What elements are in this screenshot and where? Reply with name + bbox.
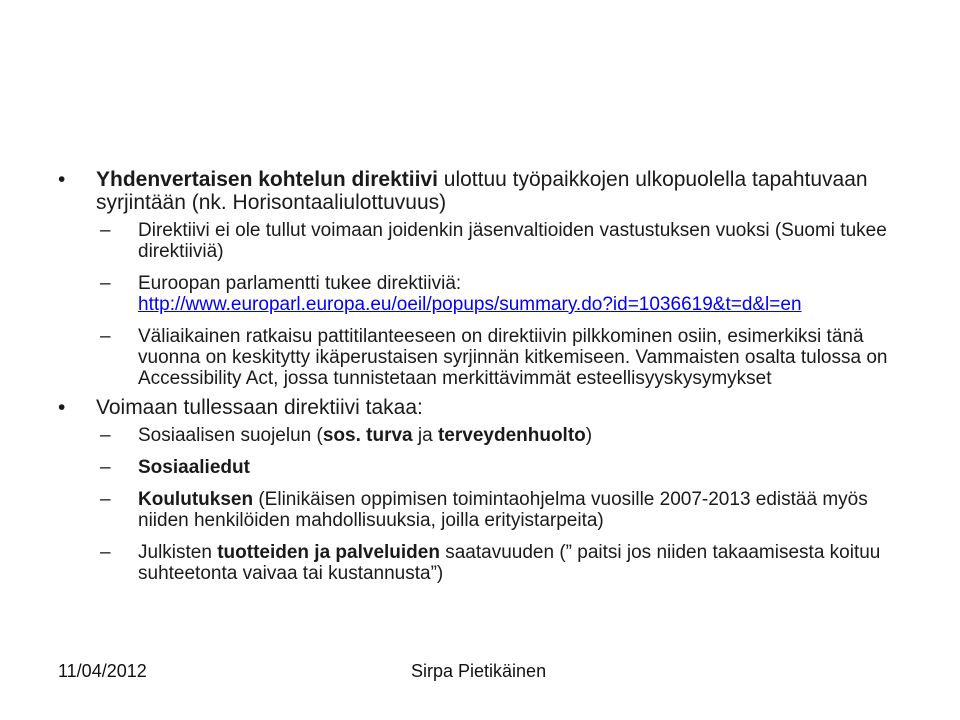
subitem-text: Väliaikainen ratkaisu pattitilanteeseen on direktiivin pilkkominen osiin, esimerkiksi tänä vuonna on keskitytty ikäperustaisen syrjinnän kitkemiseen. Vammaisten osalta tulossa on Accessibility Act, jossa tunnistetaan merkittävimmät esteellisyyskysymykset [138, 326, 888, 389]
subitem-text: (Elinikäisen oppimisen toimintaohjelma vuosille 2007-2013 edistää myös niiden henkilöiden mahdollisuuksia, joilla erityistarpeita) [138, 489, 868, 531]
subitem-temporary-solution [0, 326, 960, 389]
bullet-text: Voimaan tullessaan direktiivi takaa: [96, 396, 423, 419]
subitem-social-benefits [0, 457, 960, 478]
footer-date: 11/04/2012 [58, 661, 147, 681]
subitem-text: Julkisten [138, 542, 218, 563]
bullet-bold-text: Yhdenvertaisen kohtelun direktiivi [96, 168, 438, 191]
subitem-bold-text: tuotteiden ja palveluiden [217, 542, 440, 563]
subitem-social-protection [0, 425, 960, 446]
subitem-bold-text: sos. turva [322, 425, 413, 446]
footer-author: Sirpa Pietikäinen [411, 661, 547, 681]
dash-marker: – [100, 220, 111, 241]
subitem-education [0, 489, 960, 531]
subitem-bold-text: terveydenhuolto [437, 425, 586, 446]
bullet-marker: • [58, 396, 66, 419]
subitem-not-in-force [0, 220, 960, 262]
dash-marker: – [100, 425, 111, 446]
subitem-bold-text: Sosiaaliedut [138, 457, 250, 478]
dash-marker: – [100, 326, 111, 347]
summary-link[interactable]: http://www.europarl.europa.eu/oeil/popups/summary.do?id=1036619&t=d&l=en [138, 294, 802, 315]
subitem-text: ) [585, 425, 593, 446]
dash-marker: – [100, 457, 111, 478]
bullet-text: ulottuu työpaikkojen ulkopuolella tapahtuvaan syrjintään (nk. Horisontaaliulottuvuus) [96, 168, 868, 214]
subitem-text: Sosiaalisen suojelun ( [138, 425, 323, 446]
subitem-goods-services [0, 542, 960, 584]
subitem-bold-text: Koulutuksen [138, 489, 254, 510]
subitem-text: saatavuuden (” paitsi jos niiden takaamisesta koituu suhteetonta vaivaa tai kustannusta”) [138, 542, 881, 584]
bullet-guarantees [0, 396, 960, 419]
dash-marker: – [100, 489, 111, 510]
dash-marker: – [100, 273, 111, 294]
dash-marker: – [100, 542, 111, 563]
subitem-parliament [0, 273, 960, 315]
subitem-text: Direktiivi ei ole tullut voimaan joidenkin jäsenvaltioiden vastustuksen vuoksi (Suomi tukee direktiiviä) [138, 220, 887, 262]
slide-body [0, 168, 960, 584]
bullet-directive [0, 168, 960, 214]
bullet-marker: • [58, 168, 66, 191]
subitem-text: ja [412, 425, 438, 446]
subitem-text: Euroopan parlamentti tukee direktiiviä: [138, 273, 462, 294]
